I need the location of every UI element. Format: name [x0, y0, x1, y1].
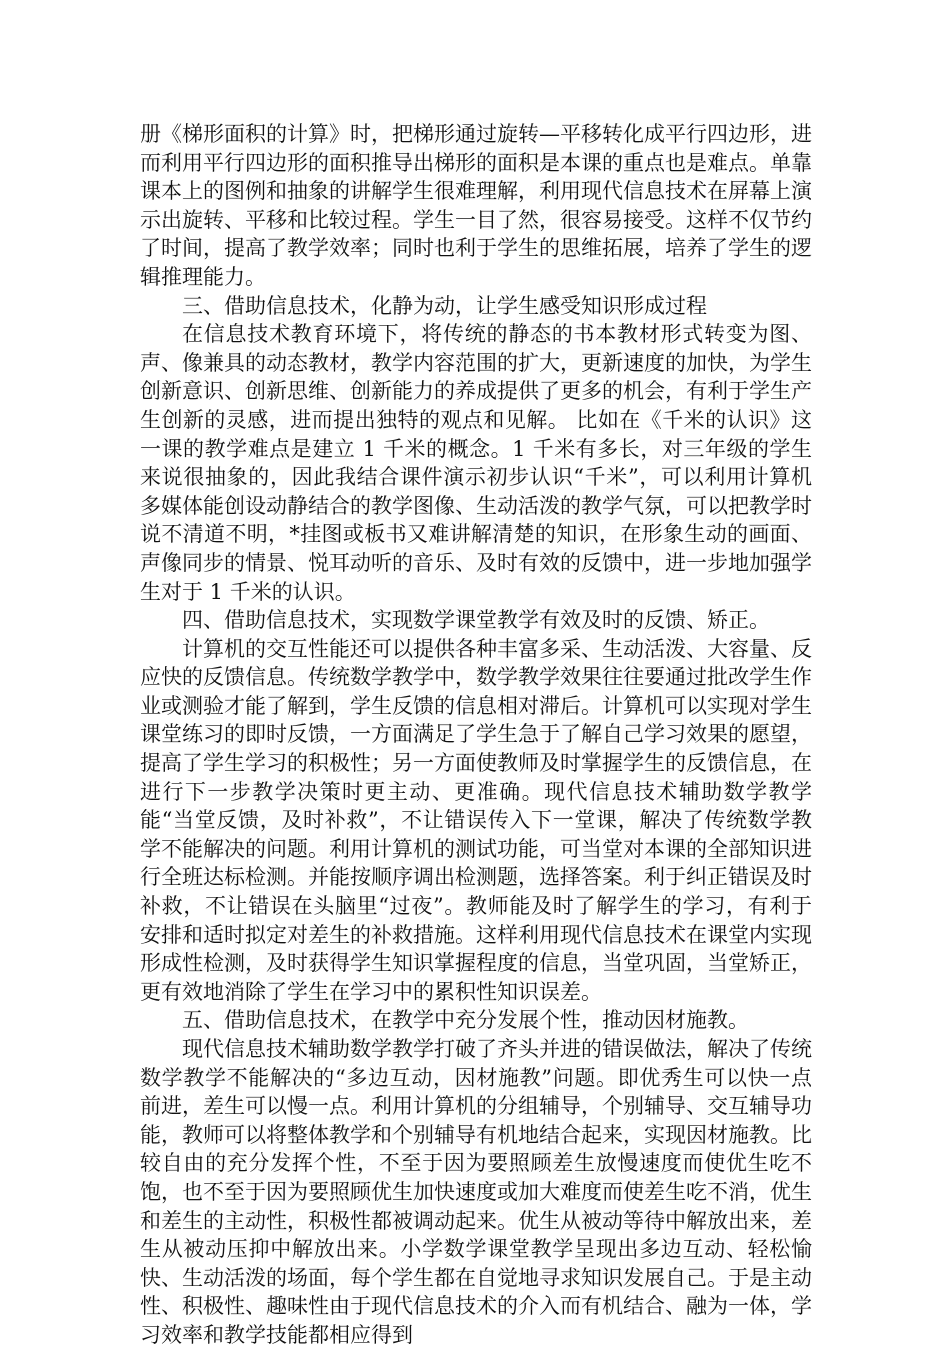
paragraph-section-3: 在信息技术教育环境下，将传统的静态的书本教材形式转变为图、声、像兼具的动态教材，教学内容范围的扩大，更新速度的加快，为学生创新意识、创新思维、创新能力的养成提供了更多的机会，有利于学生产生创新的灵感，进而提出独特的观点和见解。 比如在《千米的认识》这一课的教学难点是建立 1 千米的概念。1 千米有多长，对三年级的学生来说很抽象的，因此我结合课件演示初步认识“千米”，可以利用计算机多媒体能创设动静结合的教学图像、生动活泼的教学气氛，可以把教学时说不清道不明，*挂图或板书又难讲解清楚的知识，在形象生动的画面、声像同步的情景、悦耳动听的音乐、及时有效的反馈中，进一步地加强学生对于 1 千米的认识。 [140, 322, 812, 604]
section-heading-3: 三、借助信息技术，化静为动，让学生感受知识形成过程 [182, 293, 707, 318]
paragraph-section-5: 现代信息技术辅助数学教学打破了齐头并进的错误做法，解决了传统数学教学不能解决的“多边互动，因材施教”问题。即优秀生可以快一点前进，差生可以慢一点。利用计算机的分组辅导，个别辅导、交互辅导功能，教师可以将整体教学和个别辅导有机地结合起来，实现因材施教。比较自由的充分发挥个性，不至于因为要照顾差生放慢速度而使优生吃不饱，也不至于因为要照顾优生加快速度或加大难度而使差生吃不消，优生和差生的主动性，积极性都被调动起来。优生从被动等待中解放出来，差生从被动压抑中解放出来。小学数学课堂教学呈现出多边互动、轻松愉快、生动活泼的场面，每个学生都在自觉地寻求知识发展自己。于是主动性、积极性、趣味性由于现代信息技术的介入而有机结合、融为一体，学习效率和教学技能都相应得到 [140, 1037, 812, 1347]
paragraph-intro: 册《梯形面积的计算》时，把梯形通过旋转—平移转化成平行四边形，进而利用平行四边形的面积推导出梯形的面积是本课的重点也是难点。单靠课本上的图例和抽象的讲解学生很难理解，利用现代信息技术在屏幕上演示出旋转、平移和比较过程。学生一目了然，很容易接受。这样不仅节约了时间，提高了教学效率；同时也利于学生的思维拓展，培养了学生的逻辑推理能力。 [140, 122, 812, 289]
section-heading-5: 五、借助信息技术，在教学中充分发展个性，推动因材施教。 [182, 1008, 749, 1033]
section-heading-4: 四、借助信息技术，实现数学课堂教学有效及时的反馈、矫正。 [182, 608, 770, 633]
document-body [140, 120, 812, 1350]
paragraph-section-4: 计算机的交互性能还可以提供各种丰富多采、生动活泼、大容量、反应快的反馈信息。传统数学教学中，数学教学效果往往要通过批改学生作业或测验才能了解到，学生反馈的信息相对滞后。计算机可以实现对学生课堂练习的即时反馈，一方面满足了学生急于了解自己学习效果的愿望，提高了学生学习的积极性；另一方面使教师及时掌握学生的反馈信息，在进行下一步教学决策时更主动、更准确。现代信息技术辅助数学教学能“当堂反馈，及时补救”，不让错误传入下一堂课，解决了传统数学教学不能解决的问题。利用计算机的测试功能，可当堂对本课的全部知识进行全班达标检测。并能按顺序调出检测题，选择答案。利于纠正错误及时补救，不让错误在头脑里“过夜”。教师能及时了解学生的学习，有利于安排和适时拟定对差生的补救措施。这样利用现代信息技术在课堂内实现形成性检测，及时获得学生知识掌握程度的信息，当堂巩固，当堂矫正，更有效地消除了学生在学习中的累积性知识误差。 [140, 636, 812, 1004]
